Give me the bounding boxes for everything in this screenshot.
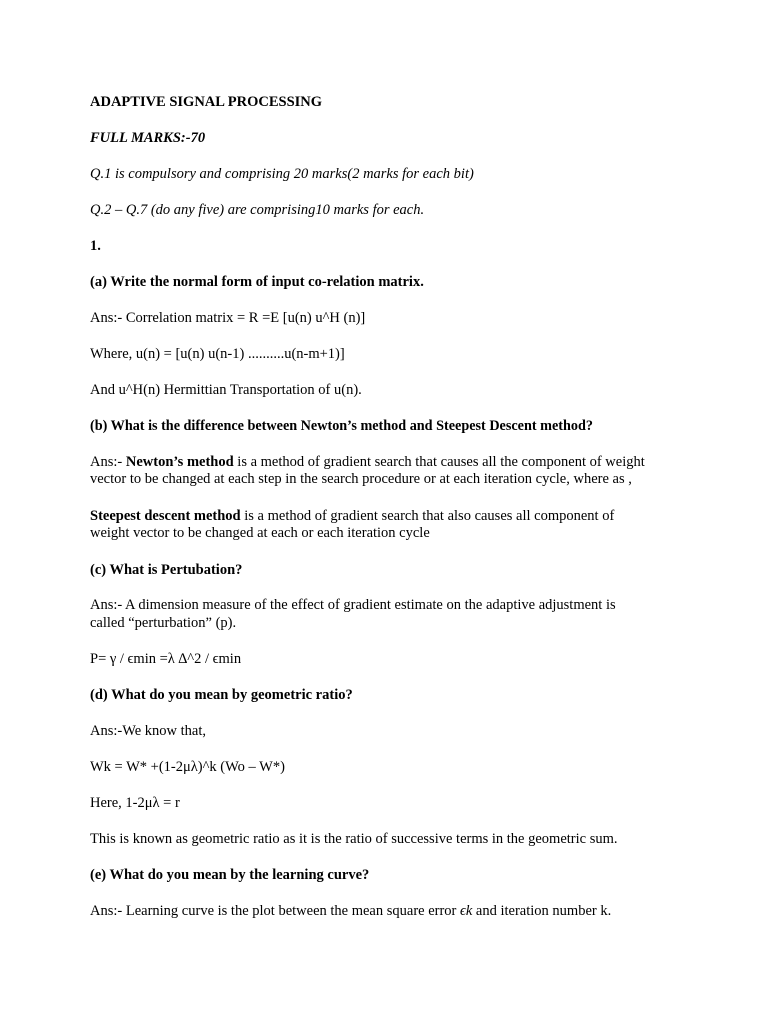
newton-method-description: is a method of gradient search that causes all the component of weight	[233, 454, 645, 470]
answer-b-line2: vector to be changed at each step in the search procedure or at each iteration cycle, where as ,	[90, 471, 632, 487]
answer-e-suffix: and iteration number k.	[472, 903, 612, 919]
question-number: 1.	[90, 238, 101, 254]
steepest-descent-term: Steepest descent method	[90, 508, 241, 524]
geometric-ratio-formula: Here, 1-2μλ = r	[90, 795, 180, 811]
answer-a-line3: And u^H(n) Hermittian Transportation of u(n).	[90, 382, 362, 398]
question-c: (c) What is Pertubation?	[90, 562, 243, 578]
answer-e-line1	[90, 902, 611, 920]
question-a: (a) Write the normal form of input co-relation matrix.	[90, 274, 424, 290]
question-b: (b) What is the difference between Newton’s method and Steepest Descent method?	[90, 418, 593, 434]
question-d: (d) What do you mean by geometric ratio?	[90, 687, 353, 703]
mse-symbol: ϵk	[460, 903, 473, 919]
answer-d-line1: Ans:-We know that,	[90, 723, 207, 739]
instruction-q1: Q.1 is compulsory and comprising 20 marks(2 marks for each bit)	[90, 166, 474, 182]
instruction-q2-q7: Q.2 – Q.7 (do any five) are comprising10 marks for each.	[90, 202, 425, 218]
answer-a-line2: Where, u(n) = [u(n) u(n-1) ..........u(n-m+1)]	[90, 346, 345, 362]
answer-c-line1: Ans:- A dimension measure of the effect of gradient estimate on the adaptive adjustment is	[90, 597, 616, 613]
answer-b-prefix: Ans:-	[90, 454, 126, 470]
answer-c-line2: called “perturbation” (p).	[90, 615, 237, 631]
answer-a-line1: Ans:- Correlation matrix = R =E [u(n) u^H (n)]	[90, 310, 366, 326]
document-title: ADAPTIVE SIGNAL PROCESSING	[90, 94, 323, 110]
answer-b-line3	[90, 507, 614, 525]
full-marks: FULL MARKS:-70	[90, 130, 206, 146]
newton-method-term: Newton’s method	[125, 454, 234, 470]
perturbation-formula: P= γ / ϵmin =λ ∆^2 / ϵmin	[90, 651, 242, 667]
steepest-descent-description: is a method of gradient search that also causes all component of	[240, 508, 615, 524]
weight-update-formula: Wk = W* +(1-2μλ)^k (Wo – W*)	[90, 759, 285, 775]
question-e: (e) What do you mean by the learning curve?	[90, 867, 370, 883]
answer-e-prefix: Ans:- Learning curve is the plot between the mean square error	[90, 903, 461, 919]
answer-b-line4: weight vector to be changed at each or each iteration cycle	[90, 525, 430, 541]
answer-d-line4: This is known as geometric ratio as it is the ratio of successive terms in the geometric sum.	[90, 831, 618, 847]
answer-b-line1	[90, 453, 645, 471]
